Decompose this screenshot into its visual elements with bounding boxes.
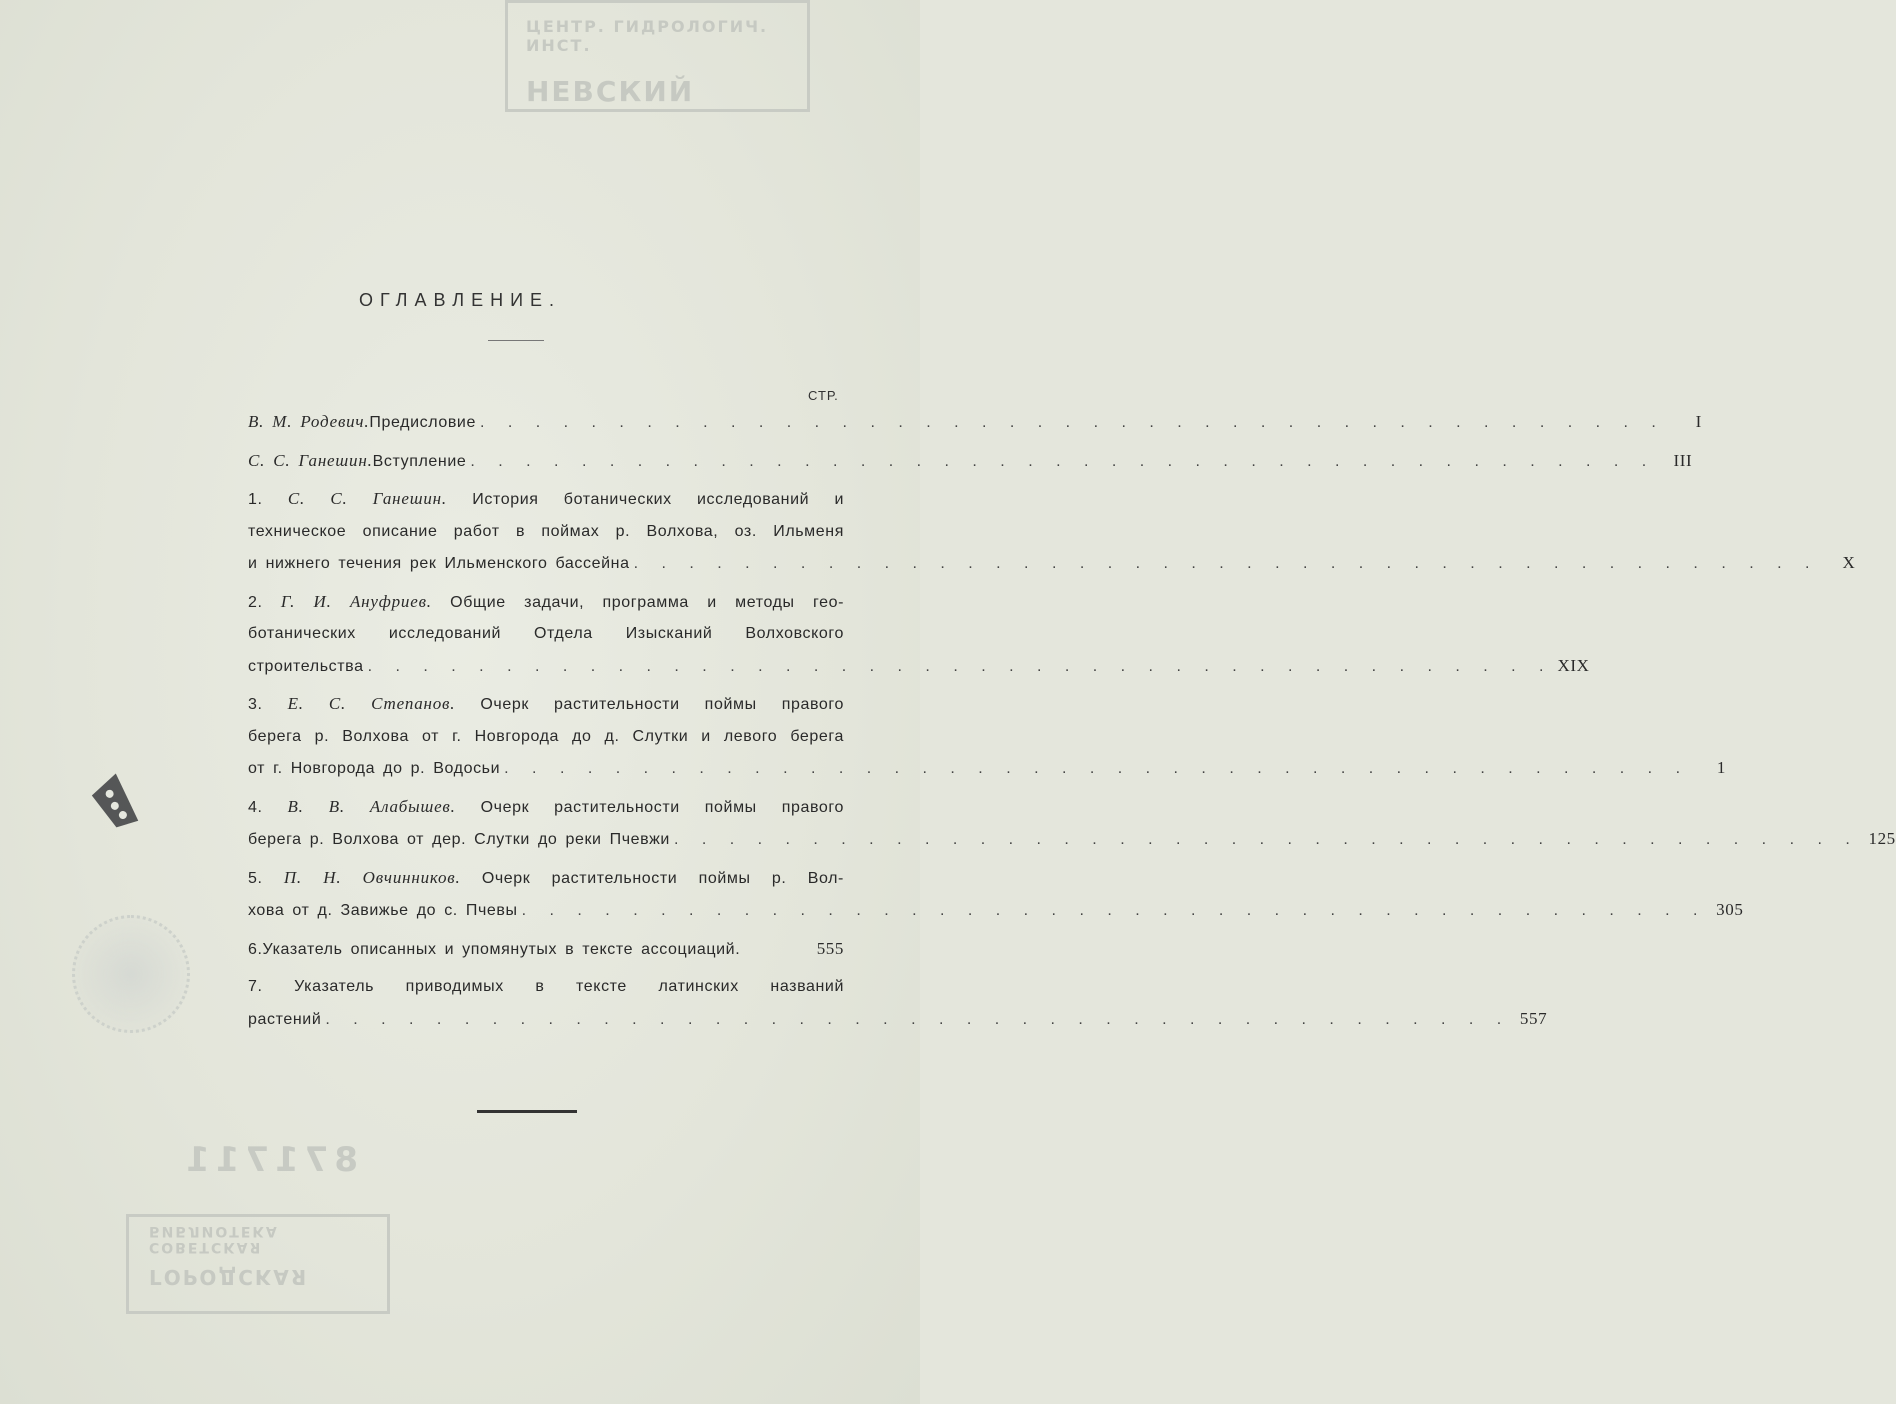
dot-leader: . . . . . . . . . . . . . . . . . . . . . . . . . . . . . . . . . . . . . . . . . . .: [325, 1010, 1510, 1028]
toc-entry: [248, 933, 844, 966]
toc-entry-line: [248, 862, 844, 895]
toc-entry-page: XIX: [1557, 655, 1590, 675]
toc-entry: [248, 688, 1727, 785]
toc-entry-author: С. С. Ганешин.: [287, 489, 447, 508]
toc-entry-line: [248, 894, 1744, 927]
toc-entry-text: берега р. Волхова от г. Новгорода до д. Слутки и левого берега: [248, 727, 844, 745]
toc-entry-page: 1: [1716, 758, 1727, 777]
toc-entry-line: [248, 721, 844, 753]
toc-entry-text: Очерк растительности поймы правого: [480, 798, 844, 816]
toc-entry-text: Общие задачи, программа и методы гео-: [450, 593, 845, 611]
library-stamp-top: ЦЕНТР. ГИДРОЛОГИЧ. ИНСТ. НЕВСКИЙ: [505, 0, 810, 112]
toc-entry-line: [248, 823, 1896, 856]
round-stamp-left: [72, 915, 190, 1033]
toc-entry-text: Очерк растительности поймы правого: [480, 696, 844, 713]
toc-entry-author: Г. И. Ануфриев.: [280, 591, 432, 611]
toc-entry-line: [248, 445, 1693, 478]
toc-entry: [248, 862, 1744, 927]
toc-entry-line: [248, 688, 844, 721]
toc-entry-page: X: [1842, 553, 1856, 572]
toc-entry-text: строительства: [248, 657, 364, 675]
toc-entry-author: В. В. Алабышев.: [287, 796, 456, 816]
toc-entry-number: 4.: [248, 798, 288, 816]
dot-leader: . . . . . . . . . . . . . . . . . . . . . . . . . . . . . . . . . . . . . . . . . . .: [479, 414, 1664, 431]
toc-entry-line: [248, 618, 844, 650]
dot-leader: . . . . . . . . . . . . . . . . . . . . . . . . . . . . . . . . . . . . . . . . . . .: [633, 555, 1818, 572]
toc-entry-number: 1.: [248, 491, 288, 508]
toc-entry-author: П. Н. Овчинников.: [283, 867, 461, 887]
toc-entry-line: [248, 1003, 1548, 1036]
toc-entry: [248, 971, 1548, 1035]
toc-entry-text: растений: [248, 1010, 322, 1028]
dot-leader: . . . . . . . . . . . . . . . . . . . . . . . . . . . . . . . . . . . . . . . . . . .: [504, 760, 1689, 777]
toc-entry: [248, 483, 1856, 580]
toc-entry-text: Очерк растительности поймы р. Вол-: [481, 869, 844, 887]
toc-entry: [248, 445, 1693, 478]
toc-entry-number: 6.: [248, 940, 263, 958]
toc-entry-line: [248, 547, 1856, 580]
toc-entry-line: [248, 586, 844, 619]
toc-entry-text: Вступление: [372, 452, 467, 470]
toc-entry-number: 2.: [248, 593, 281, 611]
toc-entry-text: Предисловие: [369, 414, 476, 431]
toc-entry-page: 555: [816, 938, 844, 958]
toc-entry-page: III: [1673, 450, 1693, 470]
toc-entry-line: [248, 650, 1590, 683]
dot-leader: . . . . . . . . . . . . . . . . . . . . . . . . . . . . . . . . . . . . . . . . . . .: [521, 902, 1706, 919]
toc-entry-number: 7.: [248, 978, 295, 995]
margin-stamp-mark: [84, 770, 148, 839]
dot-leader: . . . . . . . . . . . . . . . . . . . . . . . . . . . . . . . . . . . . . . . . . . .: [367, 657, 1552, 675]
table-of-contents: [248, 406, 1896, 1035]
toc-entry-author: В. М. Родевич.: [248, 412, 370, 431]
toc-entry-page: 557: [1519, 1008, 1548, 1028]
toc-entry-line: [248, 971, 844, 1003]
toc-entry-page: 305: [1716, 900, 1744, 919]
toc-entry-author: Е. С. Степанов.: [287, 694, 456, 713]
toc-entry-line: [248, 483, 844, 516]
toc-entry-text: хова от д. Завижье до с. Пчевы: [248, 902, 518, 919]
dot-leader: . . . . . . . . . . . . . . . . . . . . . . . . . . . . . . . . . . . . . . . . . . .: [470, 452, 1655, 470]
toc-entry-text: Указатель приводимых в тексте латинских названий: [294, 978, 844, 995]
toc-entry-line: [248, 791, 844, 824]
toc-entry-text: от г. Новгорода до р. Водосьи: [248, 760, 501, 777]
toc-entry-page: I: [1695, 412, 1702, 431]
toc-entry: [248, 586, 1590, 683]
page-column-label: СТР.: [808, 388, 839, 403]
toc-entry-line: [248, 933, 844, 966]
library-stamp-bottom: ГОРОДСКАЯ СОВЕТСКАЯ БИБЛИОТЕКА: [126, 1214, 390, 1314]
toc-entry-line: [248, 406, 1702, 439]
dot-leader: . . . . . . . . . . . . . . . . . . . . . . . . . . . . . . . . . . . . . . . . . . .: [673, 831, 1858, 848]
toc-entry-number: 3.: [248, 696, 288, 713]
toc-entry-line: [248, 516, 844, 548]
toc-entry-author: С. С. Ганешин.: [248, 450, 373, 470]
toc-entry-number: 5.: [248, 869, 284, 887]
page-title: ОГЛАВЛЕНИЕ.: [358, 290, 562, 310]
title-underline: [488, 340, 544, 341]
toc-entry-text: ботанических исследований Отдела Изысканий Волховского: [248, 625, 844, 642]
toc-entry-text: и нижнего течения рек Ильменского бассейна: [248, 555, 630, 572]
toc-entry: [248, 406, 1702, 439]
toc-entry-line: [248, 752, 1727, 785]
end-rule: [477, 1110, 577, 1113]
toc-entry: [248, 791, 1896, 856]
toc-entry-text: История ботанических исследований и: [472, 491, 845, 508]
toc-entry-text: техническое описание работ в поймах р. Волхова, оз. Ильменя: [248, 522, 844, 540]
toc-entry-page: 125: [1868, 829, 1896, 848]
toc-entry-text: берега р. Волхова от дер. Слутки до реки Пчевжи: [248, 831, 670, 848]
toc-entry-text: Указатель описанных и упомянутых в тексте ассоциаций.: [262, 940, 741, 958]
inventory-number: 871711: [180, 1140, 358, 1180]
